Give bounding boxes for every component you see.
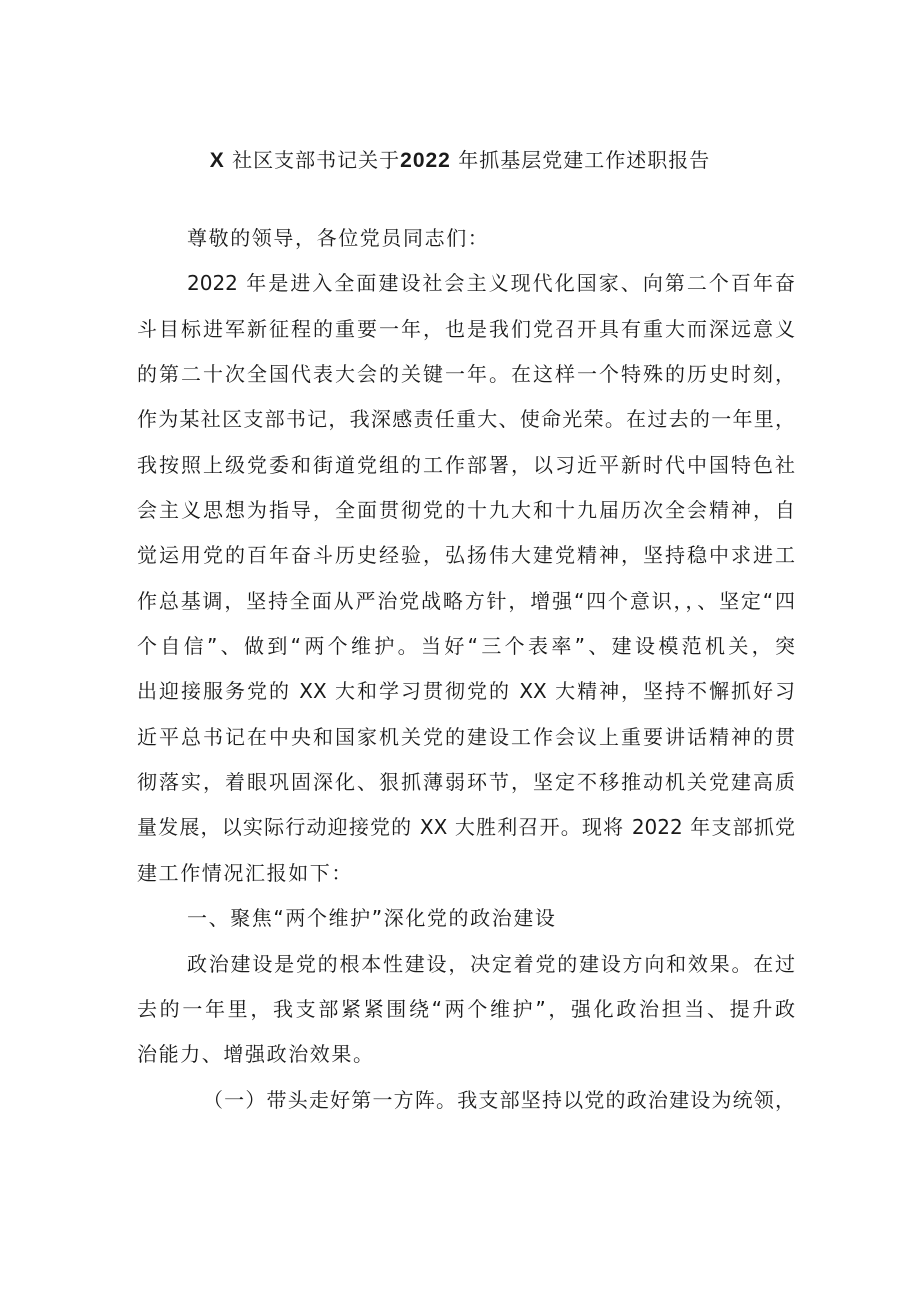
paragraph-line: 我按照上级党委和街道党组的工作部署，以习近平新时代中国特色社	[137, 452, 795, 477]
title-suffix: 年抓基层党建工作述职报告	[458, 148, 711, 172]
paragraph-line: 量发展，以实际行动迎接党的 XX 大胜利召开。现将 2022 年支部抓党	[137, 815, 795, 840]
paragraph-line: 彻落实，着眼巩固深化、狠抓薄弱环节，坚定不移推动机关党建高质	[137, 770, 795, 795]
paragraph-line: 政治建设是党的根本性建设，决定着党的建设方向和效果。在过	[187, 951, 795, 976]
title-year: 2022	[400, 149, 451, 172]
paragraph-line: 出迎接服务党的 XX 大和学习贯彻党的 XX 大精神，坚持不懈抓好习	[137, 679, 795, 704]
subsection-line: （一）带头走好第一方阵。我支部坚持以党的政治建设为统领，	[203, 1087, 795, 1112]
paragraph-line: 会主义思想为指导，全面贯彻党的十九大和十九届历次全会精神，自	[137, 498, 795, 523]
paragraph-line: 治能力、增强政治效果。	[137, 1042, 375, 1067]
document-body	[137, 216, 795, 1123]
document-title	[0, 145, 920, 176]
title-prefix: X	[209, 149, 225, 172]
paragraph-line: 2022 年是进入全面建设社会主义现代化国家、向第二个百年奋	[187, 271, 795, 296]
title-middle: 社区支部书记关于	[232, 148, 401, 172]
paragraph-line: 觉运用党的百年奋斗历史经验，弘扬伟大建党精神，坚持稳中求进工	[137, 543, 795, 568]
salutation: 尊敬的领导，各位党员同志们：	[187, 226, 490, 250]
paragraph-line: 斗目标进军新征程的重要一年，也是我们党召开具有重大而深远意义	[137, 316, 795, 341]
paragraph-line: 个自信”、做到“两个维护。当好“三个表率”、建设模范机关，突	[137, 634, 795, 659]
paragraph-line: 建工作情况汇报如下：	[137, 860, 353, 885]
paragraph-line: 作为某社区支部书记，我深感责任重大、使命光荣。在过去的一年里，	[137, 407, 795, 432]
paragraph-line: 的第二十次全国代表大会的关键一年。在这样一个特殊的历史时刻，	[137, 362, 795, 387]
section-heading: 一、聚焦“两个维护”深化党的政治建设	[187, 906, 557, 931]
paragraph-line: 去的一年里，我支部紧紧围绕“两个维护”，强化政治担当、提升政	[137, 996, 795, 1021]
paragraph-line: 作总基调，坚持全面从严治党战略方针，增强“四个意识，，、坚定“四	[137, 588, 795, 613]
paragraph-line: 近平总书记在中央和国家机关党的建设工作会议上重要讲话精神的贯	[137, 724, 795, 749]
